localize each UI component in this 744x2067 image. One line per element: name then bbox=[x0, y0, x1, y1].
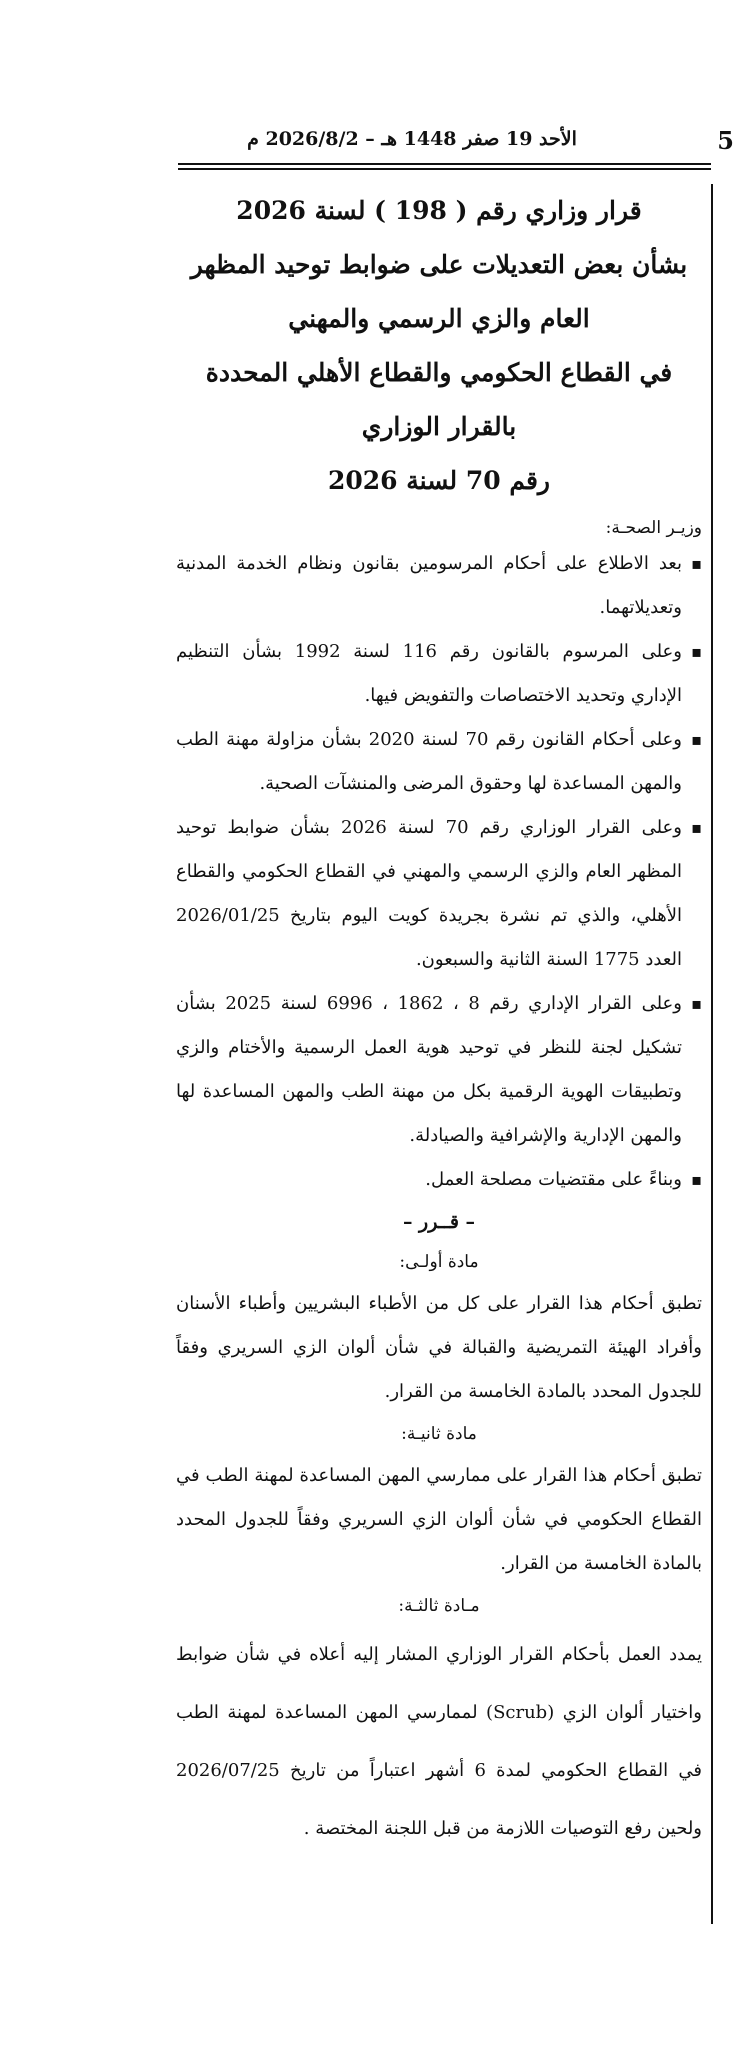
title-line: في القطاع الحكومي والقطاع الأهلي المحددة bbox=[205, 358, 673, 387]
preamble-item: ▪ وعلى المرسوم بالقانون رقم 116 لسنة 1992 بشأن التنظيم الإداري وتحديد الاختصاصات والتفويض فيها. bbox=[176, 630, 702, 718]
header-rule-double bbox=[178, 168, 711, 170]
page-number: 5 bbox=[717, 126, 734, 155]
preamble-item: ▪ بعد الاطلاع على أحكام المرسومين بقانون ونظام الخدمة المدنية وتعديلاتهما. bbox=[176, 542, 702, 630]
title-line: بشأن بعض التعديلات على ضوابط توحيد المظهر bbox=[190, 250, 688, 279]
title-line: بالقرار الوزاري bbox=[361, 412, 517, 441]
preamble-item: ▪ وعلى القرار الوزاري رقم 70 لسنة 2026 بشأن ضوابط توحيد المظهر العام والزي الرسمي والمهني في القطاع الحكومي والقطاع الأهلي، والذي تم نشرة بجريدة كويت اليوم بتاريخ 2026/01/25 العدد 1775 السنة الثانية والسبعون. bbox=[176, 806, 702, 982]
article-text: تطبق أحكام هذا القرار على كل من الأطباء البشريين وأطباء الأسنان وأفراد الهيئة التمريضية والقبالة في شأن ألوان الزي السريري وفقاً للجدول المحدد بالمادة الخامسة من القرار. bbox=[176, 1293, 702, 1402]
header-rule bbox=[178, 163, 711, 165]
preamble-item: ▪ وبناءً على مقتضيات مصلحة العمل. bbox=[176, 1158, 702, 1202]
column-rule bbox=[711, 184, 713, 1924]
issue-date: الأحد 19 صفر 1448 هـ – 2026/8/2 م bbox=[247, 128, 577, 150]
decision-title bbox=[176, 184, 702, 508]
article-title: مـادة ثالثـة: bbox=[398, 1596, 480, 1616]
title-line: العام والزي الرسمي والمهني bbox=[288, 304, 590, 333]
preamble-list bbox=[176, 542, 702, 1202]
title-line: قرار وزاري رقم ( 198 ) لسنة 2026 bbox=[236, 196, 642, 225]
minister-label: وزيـر الصحـة: bbox=[605, 518, 702, 538]
article-text: يمدد العمل بأحكام القرار الوزاري المشار إليه أعلاه في شأن ضوابط واختيار ألوان الزي (Scrub) لممارسي المهن المساعدة لمهنة الطب في القطاع الحكومي لمدة 6 أشهر اعتباراً من تاريخ 2026/07/25 ولحين رفع التوصيات اللازمة من قبل اللجنة المختصة . bbox=[176, 1644, 702, 1839]
article-text: تطبق أحكام هذا القرار على ممارسي المهن المساعدة لمهنة الطب في القطاع الحكومي في شأن ألوان الزي السريري وفقاً للجدول المحدد بالمادة الخامسة من القرار. bbox=[176, 1465, 702, 1574]
decision-body bbox=[176, 184, 702, 1858]
title-line: رقم 70 لسنة 2026 bbox=[327, 466, 551, 495]
preamble-item: ▪ وعلى أحكام القانون رقم 70 لسنة 2020 بشأن مزاولة مهنة الطب والمهن المساعدة لها وحقوق المرضى والمنشآت الصحية. bbox=[176, 718, 702, 806]
decided-heading: – قــرر – bbox=[402, 1211, 476, 1233]
article-title: مادة أولـى: bbox=[399, 1252, 479, 1272]
article-title: مادة ثانيـة: bbox=[401, 1424, 477, 1444]
preamble-item: ▪ وعلى القرار الإداري رقم 8 ، 1862 ، 6996 لسنة 2025 بشأن تشكيل لجنة للنظر في توحيد هوية العمل الرسمية والأختام والزي وتطبيقات الهوية الرقمية بكل من مهنة الطب والمهن المساعدة لها والمهن الإدارية والإشرافية والصيادلة. bbox=[176, 982, 702, 1158]
